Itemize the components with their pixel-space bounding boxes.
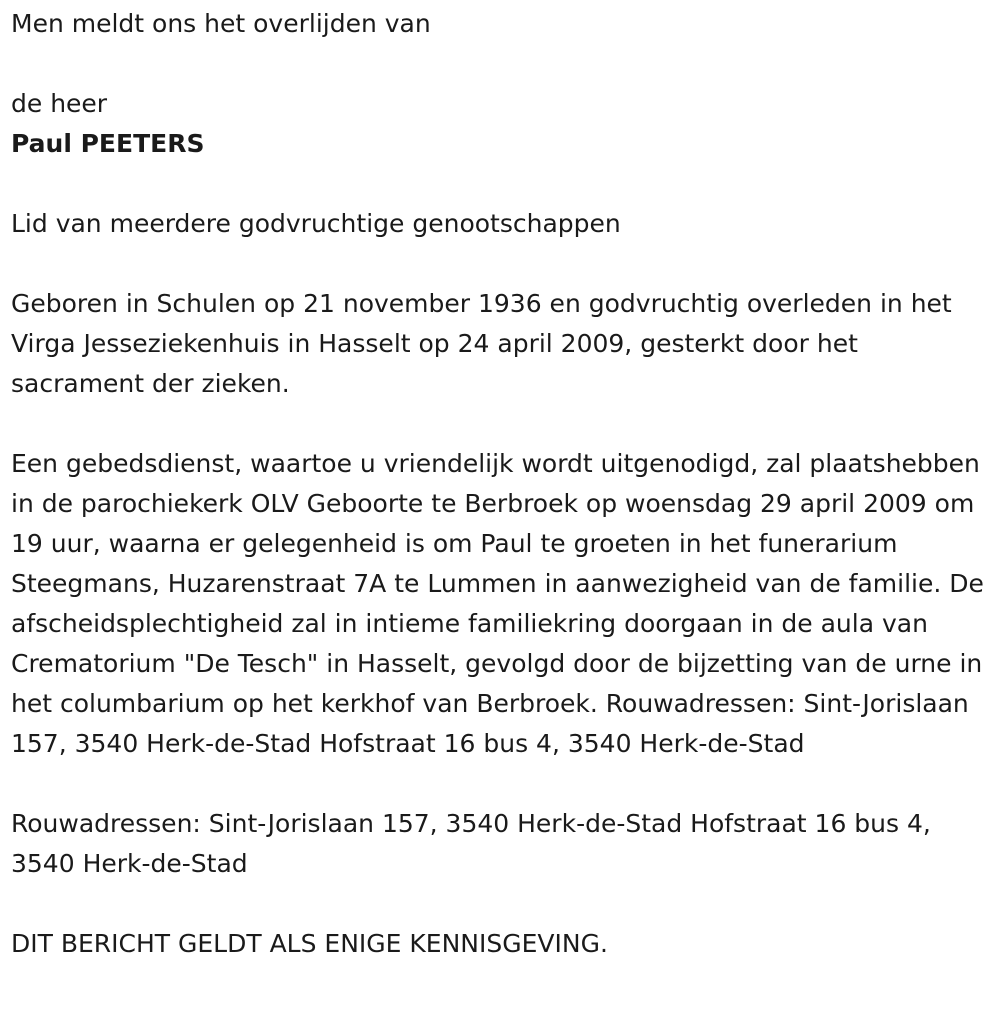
service-paragraph: Een gebedsdienst, waartoe u vriendelijk wordt uitgenodigd, zal plaatshebben in de parochiekerk OLV Geboorte te Berbroek op woensdag 29 april 2009 om 19 uur, waarna er gelegenheid is om Paul te groeten in het funerarium Steegmans, Huzarenstraat 7A te Lummen in aanwezigheid van de familie. De afscheidsplechtigheid zal in intieme familiekring doorgaan in de aula van Crematorium "De Tesch" in Hasselt, gevolgd door de bijzetting van de urne in het columbarium op het kerkhof van Berbroek. Rouwadressen: Sint-Jorislaan 157, 3540 Herk-de-Stad Hofstraat 16 bus 4, 3540 Herk-de-Stad [11, 449, 984, 758]
title-line: de heer [11, 89, 108, 118]
spacer [11, 244, 986, 284]
closing-line: DIT BERICHT GELDT ALS ENIGE KENNISGEVING. [11, 929, 608, 958]
death-notice [11, 4, 986, 964]
spacer [11, 764, 986, 804]
deceased-name: Paul PEETERS [11, 129, 205, 158]
intro-line: Men meldt ons het overlijden van [11, 9, 431, 38]
membership-line: Lid van meerdere godvruchtige genootschappen [11, 209, 621, 238]
spacer [11, 164, 986, 204]
birth-death-paragraph: Geboren in Schulen op 21 november 1936 en godvruchtig overleden in het Virga Jesseziekenhuis in Hasselt op 24 april 2009, gesterkt door het sacrament der zieken. [11, 289, 952, 398]
addresses-paragraph: Rouwadressen: Sint-Jorislaan 157, 3540 Herk-de-Stad Hofstraat 16 bus 4, 3540 Herk-de-Stad [11, 809, 931, 878]
spacer [11, 884, 986, 924]
spacer [11, 404, 986, 444]
spacer [11, 44, 986, 84]
